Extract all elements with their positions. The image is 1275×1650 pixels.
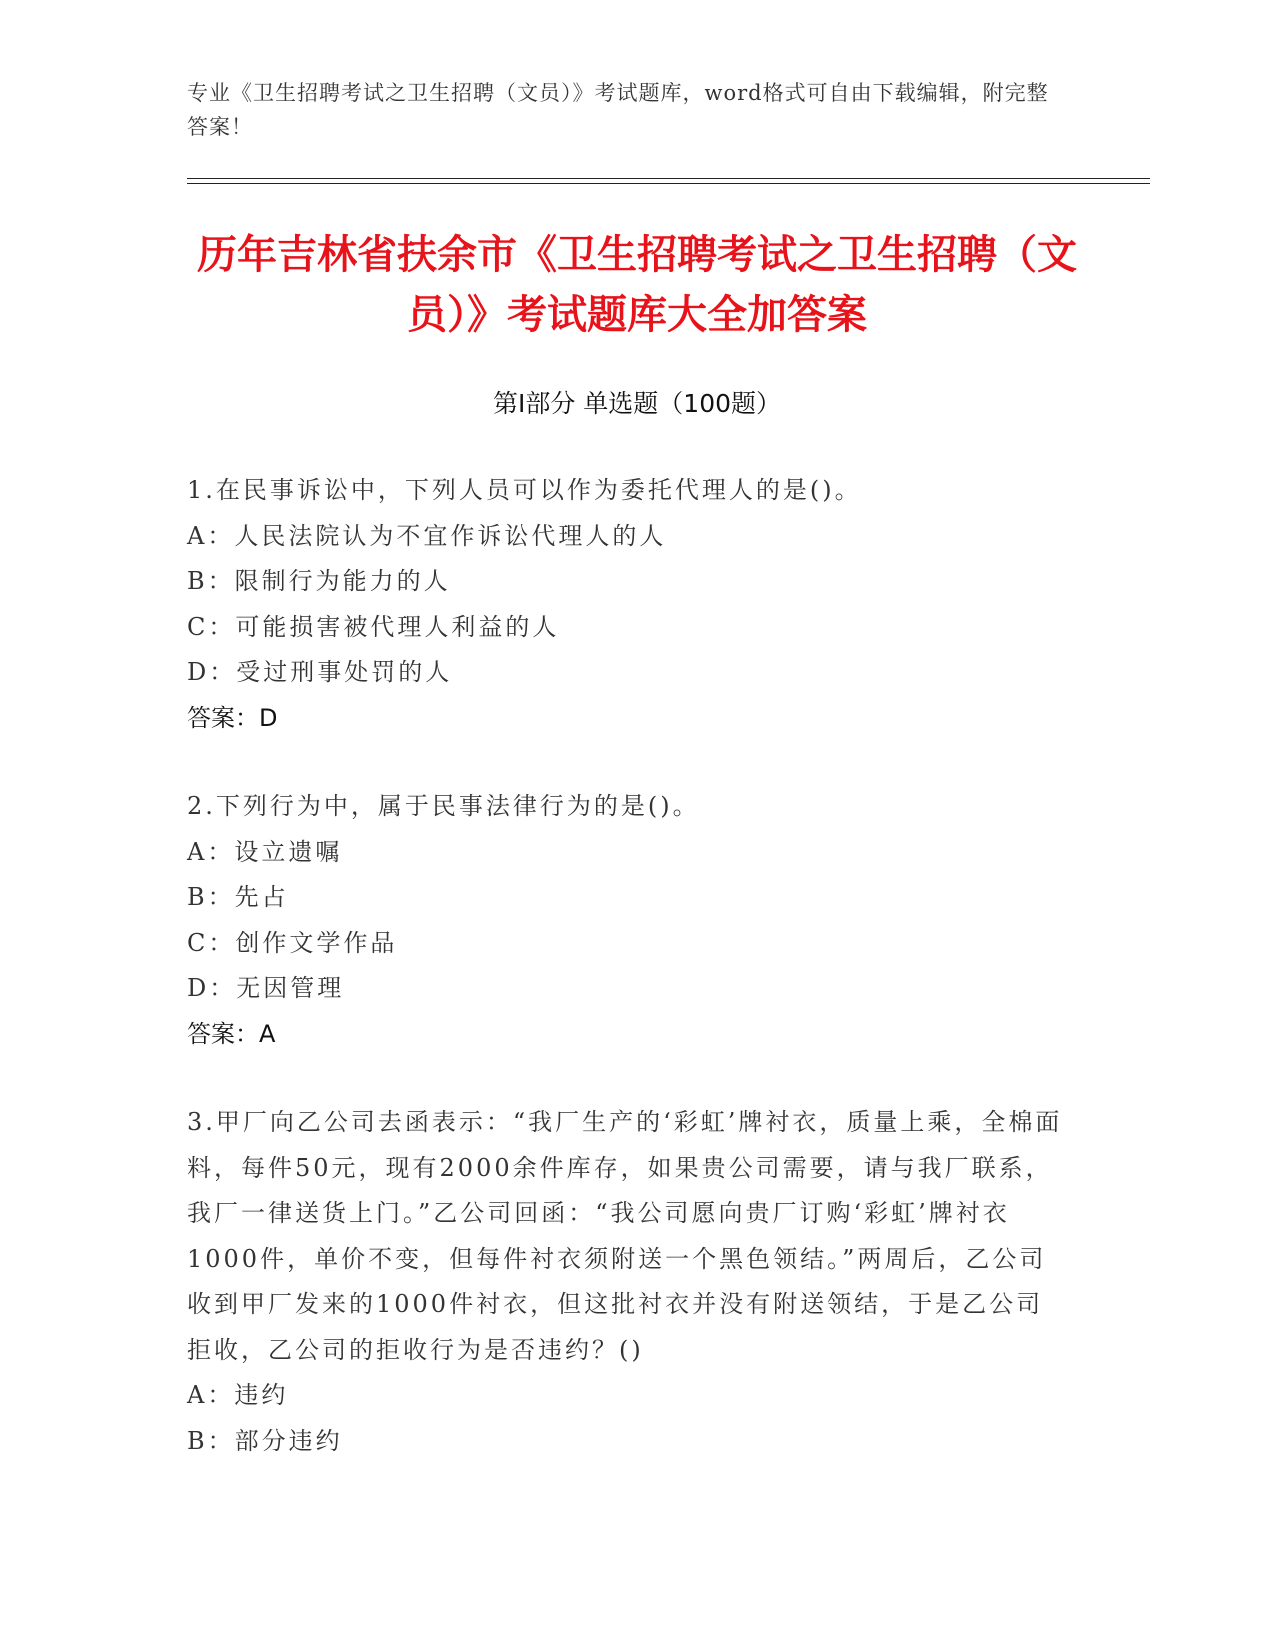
option-c: C：创作文学作品 (187, 928, 398, 957)
question-stem: 1.在民事诉讼中，下列人员可以作为委托代理人的是()。 (187, 476, 862, 504)
option-d: D：无因管理 (187, 974, 345, 1002)
question-answer: 答案：A (187, 1019, 276, 1048)
question-item (187, 1100, 1067, 1464)
question-answer: 答案：D (187, 703, 278, 732)
option-b: B：限制行为能力的人 (187, 567, 451, 595)
page-title: 历年吉林省扶余市《卫生招聘考试之卫生招聘（文员）》考试题库大全加答案 (197, 232, 1077, 338)
header-divider-top (187, 178, 1150, 179)
section-title: 第Ⅰ部分 单选题（100题） (492, 389, 782, 418)
option-b: B：部分违约 (187, 1426, 343, 1455)
header-divider-bottom (187, 183, 1150, 184)
option-a: A：设立遗嘱 (187, 837, 343, 866)
option-c: C：可能损害被代理人利益的人 (187, 612, 560, 641)
question-stem: 2.下列行为中，属于民事法律行为的是()。 (187, 792, 700, 820)
question-stem: 3.甲厂向乙公司去函表示：“我厂生产的‘彩虹’牌衬衣，质量上乘，全棉面料，每件50元，现有2000余件库存，如果贵公司需要，请与我厂联系，我厂一律送货上门。”乙公司回函：“我公司愿向贵厂订购‘彩虹’牌衬衣1000件，单价不变，但每件衬衣须附送一个黑色领结。”两周后，乙公司收到甲厂发来的1000件衬衣，但这批衬衣并没有附送领结，于是乙公司拒收，乙公司的拒收行为是否违约？() (187, 1108, 1063, 1364)
option-d: D：受过刑事处罚的人 (187, 658, 453, 686)
question-item (187, 784, 1067, 1057)
option-b: B：先占 (187, 883, 289, 911)
option-a: A：人民法院认为不宜作诉讼代理人的人 (187, 521, 667, 550)
question-item (187, 468, 1067, 741)
option-a: A：违约 (187, 1381, 289, 1409)
question-list (187, 468, 1067, 1507)
header-note: 专业《卫生招聘考试之卫生招聘（文员）》考试题库，word格式可自由下载编辑，附完整答案！ (187, 81, 1049, 139)
